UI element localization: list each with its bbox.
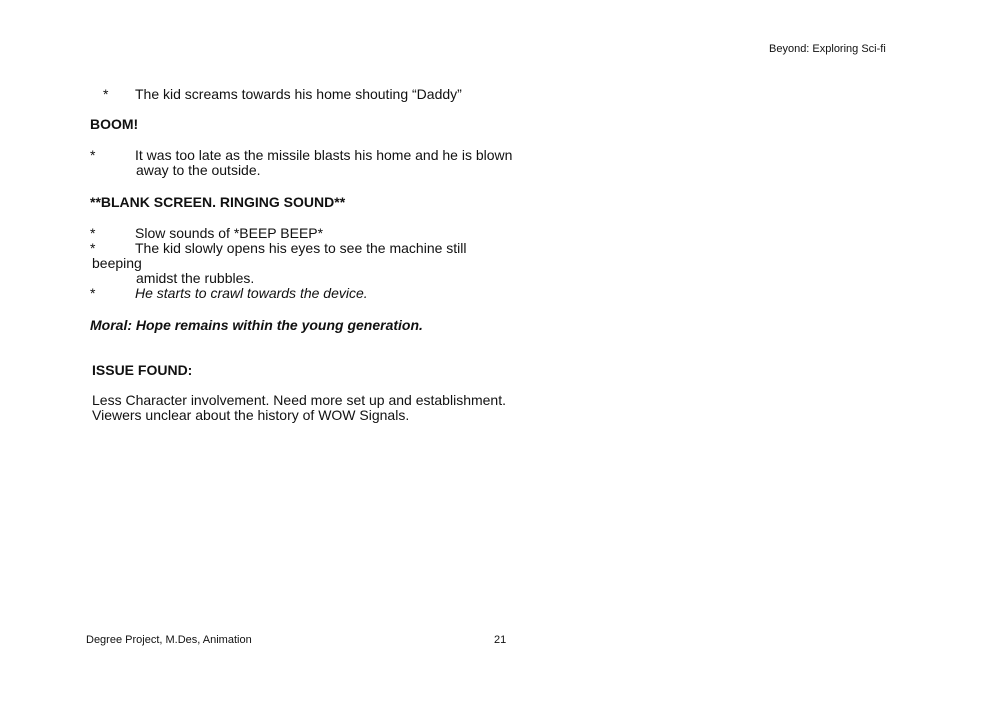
bullet-marker: * bbox=[103, 86, 109, 102]
issue-heading: ISSUE FOUND: bbox=[92, 362, 193, 378]
script-line: amidst the rubbles. bbox=[136, 270, 255, 286]
issue-text: Less Character involvement. Need more set up and establishment. bbox=[92, 392, 506, 408]
moral-line: Moral: Hope remains within the young generation. bbox=[90, 317, 423, 333]
bullet-marker: * bbox=[90, 240, 96, 256]
running-header: Beyond: Exploring Sci-fi bbox=[769, 43, 886, 55]
issue-text: Viewers unclear about the history of WOW Signals. bbox=[92, 407, 410, 423]
script-line: He starts to crawl towards the device. bbox=[135, 285, 368, 301]
blank-screen-heading: **BLANK SCREEN. RINGING SOUND** bbox=[90, 194, 346, 210]
script-line: The kid screams towards his home shouting “Daddy” bbox=[135, 86, 462, 102]
bullet-marker: * bbox=[90, 225, 96, 241]
page-number: 21 bbox=[494, 634, 507, 646]
script-line: It was too late as the missile blasts his home and he is blown bbox=[135, 147, 513, 163]
script-line: beeping bbox=[92, 255, 142, 271]
footer-left: Degree Project, M.Des, Animation bbox=[86, 634, 252, 646]
script-line: The kid slowly opens his eyes to see the machine still bbox=[135, 240, 467, 256]
bullet-marker: * bbox=[90, 285, 96, 301]
boom-heading: BOOM! bbox=[90, 116, 139, 132]
script-line: Slow sounds of *BEEP BEEP* bbox=[135, 225, 324, 241]
bullet-marker: * bbox=[90, 147, 96, 163]
script-line: away to the outside. bbox=[136, 162, 261, 178]
